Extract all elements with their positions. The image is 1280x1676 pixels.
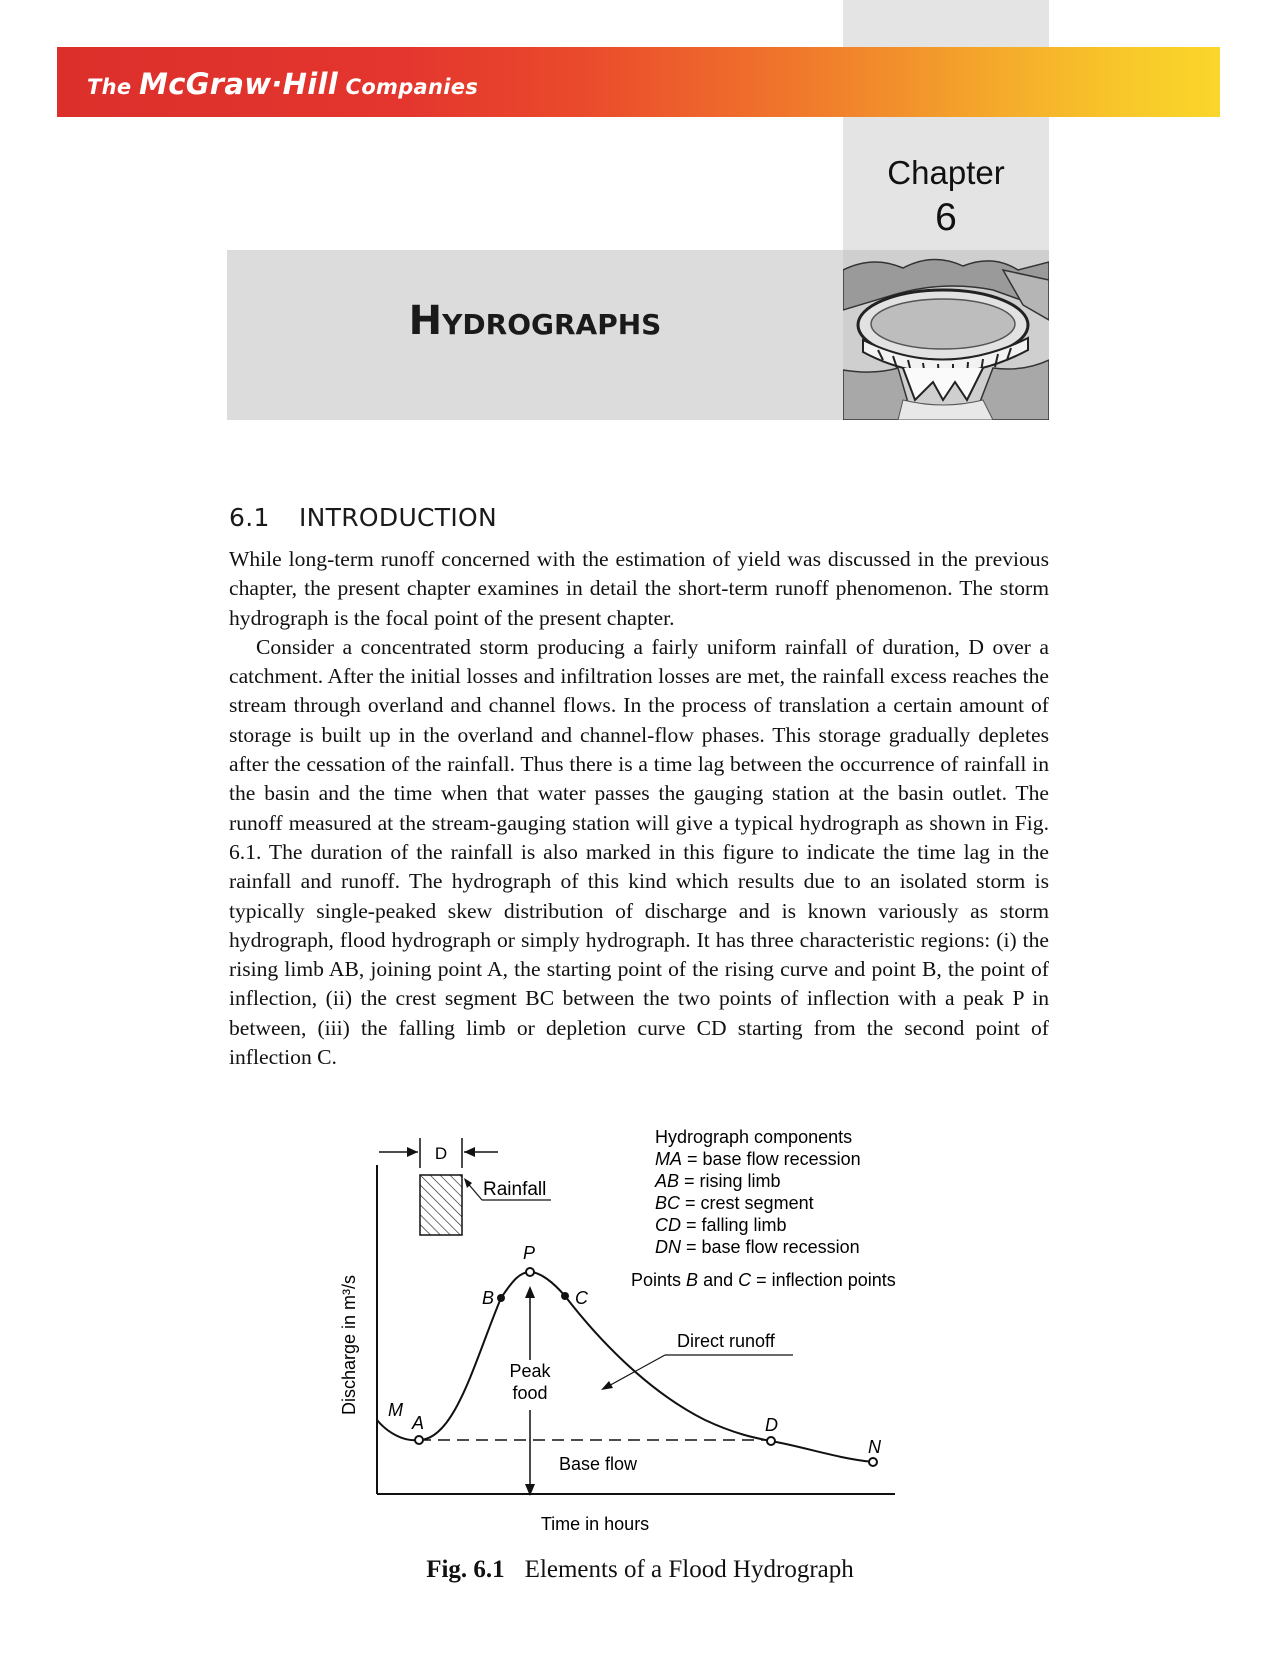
point-c-label: C	[575, 1288, 588, 1308]
title-bar	[227, 250, 843, 420]
chapter-title: Hydrographs	[408, 298, 662, 344]
base-flow-label: Base flow	[559, 1454, 638, 1474]
chapter-label: Chapter	[887, 154, 1005, 191]
duration-label: D	[434, 1144, 448, 1163]
point-m-label: M	[388, 1400, 403, 1420]
rainfall-label: Rainfall	[483, 1179, 547, 1200]
point-p-marker	[526, 1268, 534, 1276]
caption-text: Elements of a Flood Hydrograph	[524, 1556, 854, 1583]
point-p-label: P	[523, 1243, 536, 1263]
point-a-label: A	[412, 1413, 425, 1433]
section-number: 6.1	[229, 503, 270, 532]
body-text	[229, 545, 1049, 1072]
publisher-logo	[87, 67, 478, 101]
brand-prefix: The	[87, 75, 132, 99]
legend-item: CD = falling limb	[655, 1215, 787, 1235]
figure-caption	[0, 1556, 1280, 1584]
section-title: INTRODUCTION	[299, 503, 498, 532]
paragraph: Consider a concentrated storm producing a fairly uniform rainfall of duration, D over a catchment. After the initial losses and infiltration losses are met, the rainfall excess reaches the stream through overland and channel flows. In the process of translation a certain amount of storage is built up in the overland and channel-flow phases. This storage gradually depletes after the cessation of the rainfall. Thus there is a time lag between the occurrence of rainfall in the basin and the time when that water passes the gauging station at the basin outlet. The runoff measured at the stream-gauging station will give a typical hydrograph as shown in Fig. 6.1. The duration of the rainfall is also marked in this figure to indicate the time lag in the rainfall and runoff. The hydrograph of this kind which results due to an isolated storm is typically single-peaked skew distribution of discharge and is known variously as storm hydrograph, flood hydrograph or simply hydrograph. It has three characteristic regions: (i) the rising limb AB, joining point A, the starting point of the rising curve and point B, the point of inflection, (ii) the crest segment BC between the two points of inflection with a peak P in between, (iii) the falling limb or depletion curve CD starting from the second point of inflection C.	[229, 634, 1049, 1070]
legend-item: MA = base flow recession	[655, 1149, 861, 1169]
point-c-marker	[561, 1292, 569, 1300]
rainfall-block	[420, 1175, 462, 1235]
inflection-note: Points B and C = inflection points	[631, 1270, 896, 1290]
point-d-marker	[767, 1437, 775, 1445]
point-b-marker	[497, 1294, 505, 1302]
point-a-marker	[415, 1436, 423, 1444]
hydrograph-figure	[325, 1120, 945, 1585]
dam-illustration	[843, 250, 1049, 420]
direct-runoff-label: Direct runoff	[677, 1331, 775, 1351]
hydrograph-curve	[377, 1272, 873, 1462]
legend-item: DN = base flow recession	[655, 1237, 860, 1257]
peak-label-line1: Peak	[509, 1361, 551, 1381]
x-axis-label: Time in hours	[540, 1514, 650, 1534]
y-axis-label: Discharge in m³/s	[339, 1274, 359, 1416]
section-heading	[229, 503, 497, 532]
point-b-label: B	[482, 1288, 495, 1308]
caption-label: Fig. 6.1	[426, 1556, 505, 1583]
legend	[631, 1127, 896, 1290]
brand-main: McGraw·Hill	[139, 67, 338, 101]
legend-title: Hydrograph components	[655, 1127, 853, 1147]
legend-item: BC = crest segment	[655, 1193, 814, 1213]
point-n-label: N	[868, 1437, 881, 1457]
paragraph: While long-term runoff concerned with the estimation of yield was discussed in the previous chapter, the present chapter examines in detail the short-term runoff phenomenon. The storm hydrograph is the focal point of the present chapter.	[229, 547, 1049, 630]
chapter-number: 6	[935, 196, 957, 239]
point-n-marker	[869, 1458, 877, 1466]
brand-suffix: Companies	[345, 75, 479, 99]
point-d-label: D	[765, 1415, 778, 1435]
legend-item: AB = rising limb	[655, 1171, 781, 1191]
peak-label-line2: food	[512, 1383, 548, 1403]
publisher-banner	[57, 47, 1220, 117]
